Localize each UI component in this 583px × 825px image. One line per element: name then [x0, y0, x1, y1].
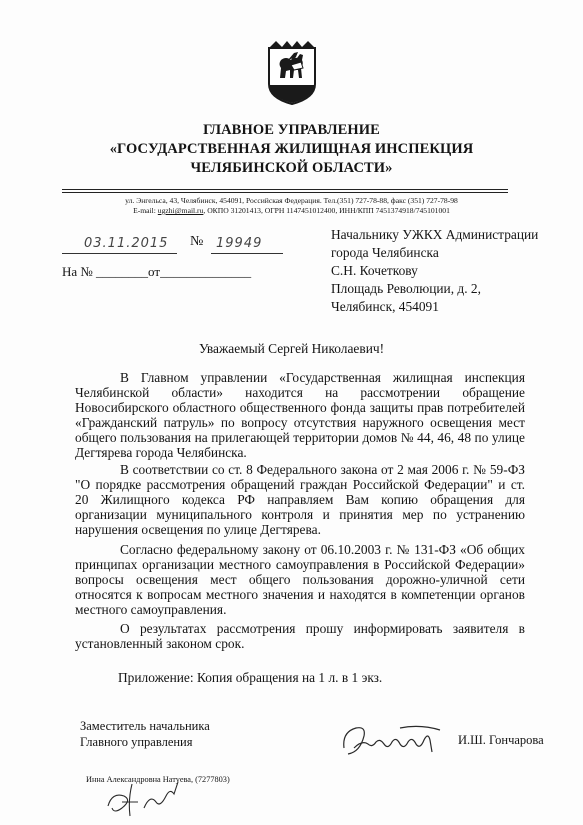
greeting: Уважаемый Сергей Николаевич!: [198, 341, 385, 356]
outgoing-date: 03.11.2015: [84, 236, 169, 251]
outgoing-date-underline: [62, 253, 177, 254]
organization-address: ул. Энгельса, 43, Челябинск, 454091, Российская Федерация. Тел.(351) 727-78-88, факс (351) 727-78-98: [125, 196, 458, 205]
recipient-address: Площадь Революции, д. 2,: [331, 281, 481, 296]
recipient-city: Челябинск, 454091: [331, 299, 439, 314]
email-label: E-mail:: [133, 206, 158, 215]
recipient-line2: города Челябинска: [331, 245, 439, 260]
body-paragraph-4: О результатах рассмотрения прошу информировать заявителя в установленный законом срок.: [75, 621, 525, 651]
handwritten-signature: [340, 718, 446, 762]
body-paragraph-1: В Главном управлении «Государственная жилищная инспекция Челябинской области» находится на рассмотрении обращение Новосибирского областного общественного фонда защиты прав потребителей «Гражданский патруль» по вопросу отсутствия наружного освещения мест общего пользования на прилегающей территории домов № 44, 46, 48 по улице Дегтярева города Челябинска.: [75, 370, 525, 460]
organization-name-line2: «ГОСУДАРСТВЕННАЯ ЖИЛИЩНАЯ ИНСПЕКЦИЯ: [109, 141, 474, 157]
email-link[interactable]: ugzhi@mail.ru: [157, 206, 204, 215]
signatory-position-line1: Заместитель начальника: [80, 719, 210, 733]
body-paragraph-3: Согласно федеральному закону от 06.10.2003 г. № 131-ФЗ «Об общих принципах организации местного самоуправления в Российской Федерации» вопросы освещения мест общего пользования дорожно-уличной сети относятся к вопросам местного значения и находятся в компетенции органов местного самоуправления.: [75, 542, 525, 617]
attachment-note: Приложение: Копия обращения на 1 л. в 1 экз.: [118, 670, 383, 685]
handwritten-initials: [104, 778, 190, 820]
signatory-name: И.Ш. Гончарова: [458, 733, 544, 747]
coat-of-arms-emblem: [266, 40, 318, 106]
letterhead-divider-thin: [62, 192, 508, 193]
recipient-line1: Начальнику УЖКХ Администрации: [331, 227, 539, 242]
organization-name-line1: ГЛАВНОЕ УПРАВЛЕНИЕ: [203, 122, 380, 138]
letterhead-divider: [62, 189, 508, 190]
registration-codes: , ОКПО 31201413, ОГРН 1147451012400, ИНН/КПП 7451374918/745101001: [203, 206, 450, 215]
outgoing-number-sign: №: [190, 234, 204, 249]
reference-line: На № ________от______________: [62, 264, 252, 279]
executor-contact: Инна Александровна Натуева, (7277803): [86, 775, 230, 784]
organization-contacts: [0, 206, 583, 215]
recipient-name: С.Н. Кочеткову: [331, 263, 418, 278]
outgoing-number: 19949: [216, 236, 263, 251]
organization-name-line3: ЧЕЛЯБИНСКОЙ ОБЛАСТИ»: [190, 160, 393, 176]
signatory-position-line2: Главного управления: [80, 735, 193, 749]
outgoing-number-underline: [211, 253, 283, 254]
body-paragraph-2: В соответствии со ст. 8 Федерального закона от 2 мая 2006 г. № 59-ФЗ "О порядке рассмотрения обращений граждан Российской Федерации" и ст. 20 Жилищного кодекса РФ направляем Вам копию обращения для организации муниципального контроля и принятия мер по устранению нарушения освещения по улице Дегтярева.: [75, 462, 525, 537]
